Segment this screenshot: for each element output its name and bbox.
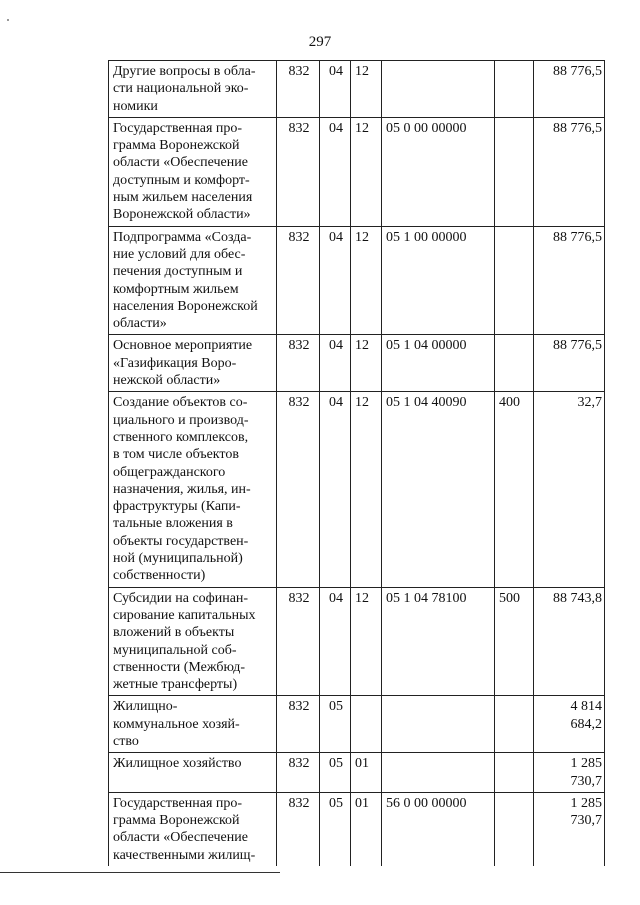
subsection-code-cell [351,696,382,753]
item-name-cell: Подпрограмма «Созда- ние условий для обес- печения доступным и комфортным жильем населения Воронежской области» [109,226,277,335]
section-code-cell: 04 [320,335,351,392]
item-name-cell: Основное мероприятие «Газификация Воро- нежской области» [109,335,277,392]
amount-cell: 88 776,5 [534,226,605,335]
expense-type-cell [495,117,534,226]
expense-type-cell: 500 [495,587,534,696]
item-name-cell: Субсидии на софинан- сирование капитальных вложений в объекты муниципальной соб- ственности (Межбюд- жетные трансферты) [109,587,277,696]
table-row [109,61,605,118]
grbs-code-cell: 832 [277,696,320,753]
section-code-cell: 05 [320,696,351,753]
grbs-code-cell: 832 [277,753,320,793]
table-row [109,335,605,392]
table-row [109,792,605,866]
grbs-code-cell: 832 [277,335,320,392]
budget-table [108,60,605,866]
item-name-cell: Жилищно- коммунальное хозяй- ство [109,696,277,753]
section-code-cell: 05 [320,792,351,866]
subsection-code-cell: 12 [351,226,382,335]
table-row [109,696,605,753]
grbs-code-cell: 832 [277,226,320,335]
expense-type-cell [495,696,534,753]
item-name-cell: Государственная про- грамма Воронежской области «Обеспечение качественными жилищ- [109,792,277,866]
subsection-code-cell: 12 [351,117,382,226]
amount-cell: 1 285 730,7 [534,753,605,793]
scan-artifact-dot [7,19,9,21]
item-name-cell: Создание объектов со- циального и производ- ственного комплексов, в том числе объектов общегражданского назначения, жилья, ин- фраструктуры (Капи- тальные вложения в объекты государствен- ной (муниципальной) собственности) [109,392,277,587]
target-article-cell: 05 0 00 00000 [382,117,495,226]
section-code-cell: 05 [320,753,351,793]
grbs-code-cell: 832 [277,61,320,118]
item-name-cell: Другие вопросы в обла- сти национальной эко- номики [109,61,277,118]
footer-rule [0,872,280,873]
table-row [109,392,605,587]
table-row [109,753,605,793]
section-code-cell: 04 [320,117,351,226]
amount-cell: 4 814 684,2 [534,696,605,753]
subsection-code-cell: 12 [351,61,382,118]
subsection-code-cell: 12 [351,392,382,587]
amount-cell: 88 776,5 [534,117,605,226]
subsection-code-cell: 12 [351,587,382,696]
grbs-code-cell: 832 [277,392,320,587]
expense-type-cell: 400 [495,392,534,587]
amount-cell: 1 285 730,7 [534,792,605,866]
section-code-cell: 04 [320,392,351,587]
target-article-cell: 05 1 04 00000 [382,335,495,392]
amount-cell: 88 743,8 [534,587,605,696]
amount-cell: 88 776,5 [534,335,605,392]
target-article-cell [382,753,495,793]
expense-type-cell [495,226,534,335]
target-article-cell: 05 1 04 40090 [382,392,495,587]
table-row [109,226,605,335]
budget-table-body [109,61,605,867]
section-code-cell: 04 [320,61,351,118]
target-article-cell: 05 1 00 00000 [382,226,495,335]
page-number: 297 [308,34,332,50]
amount-cell: 88 776,5 [534,61,605,118]
expense-type-cell [495,753,534,793]
expense-type-cell [495,792,534,866]
table-row [109,117,605,226]
subsection-code-cell: 12 [351,335,382,392]
expense-type-cell [495,61,534,118]
item-name-cell: Государственная про- грамма Воронежской области «Обеспечение доступным и комфорт- ным жильем населения Воронежской области» [109,117,277,226]
target-article-cell: 05 1 04 78100 [382,587,495,696]
target-article-cell: 56 0 00 00000 [382,792,495,866]
grbs-code-cell: 832 [277,792,320,866]
expense-type-cell [495,335,534,392]
subsection-code-cell: 01 [351,792,382,866]
amount-cell: 32,7 [534,392,605,587]
item-name-cell: Жилищное хозяйство [109,753,277,793]
grbs-code-cell: 832 [277,587,320,696]
section-code-cell: 04 [320,587,351,696]
target-article-cell [382,61,495,118]
target-article-cell [382,696,495,753]
subsection-code-cell: 01 [351,753,382,793]
section-code-cell: 04 [320,226,351,335]
grbs-code-cell: 832 [277,117,320,226]
table-row [109,587,605,696]
